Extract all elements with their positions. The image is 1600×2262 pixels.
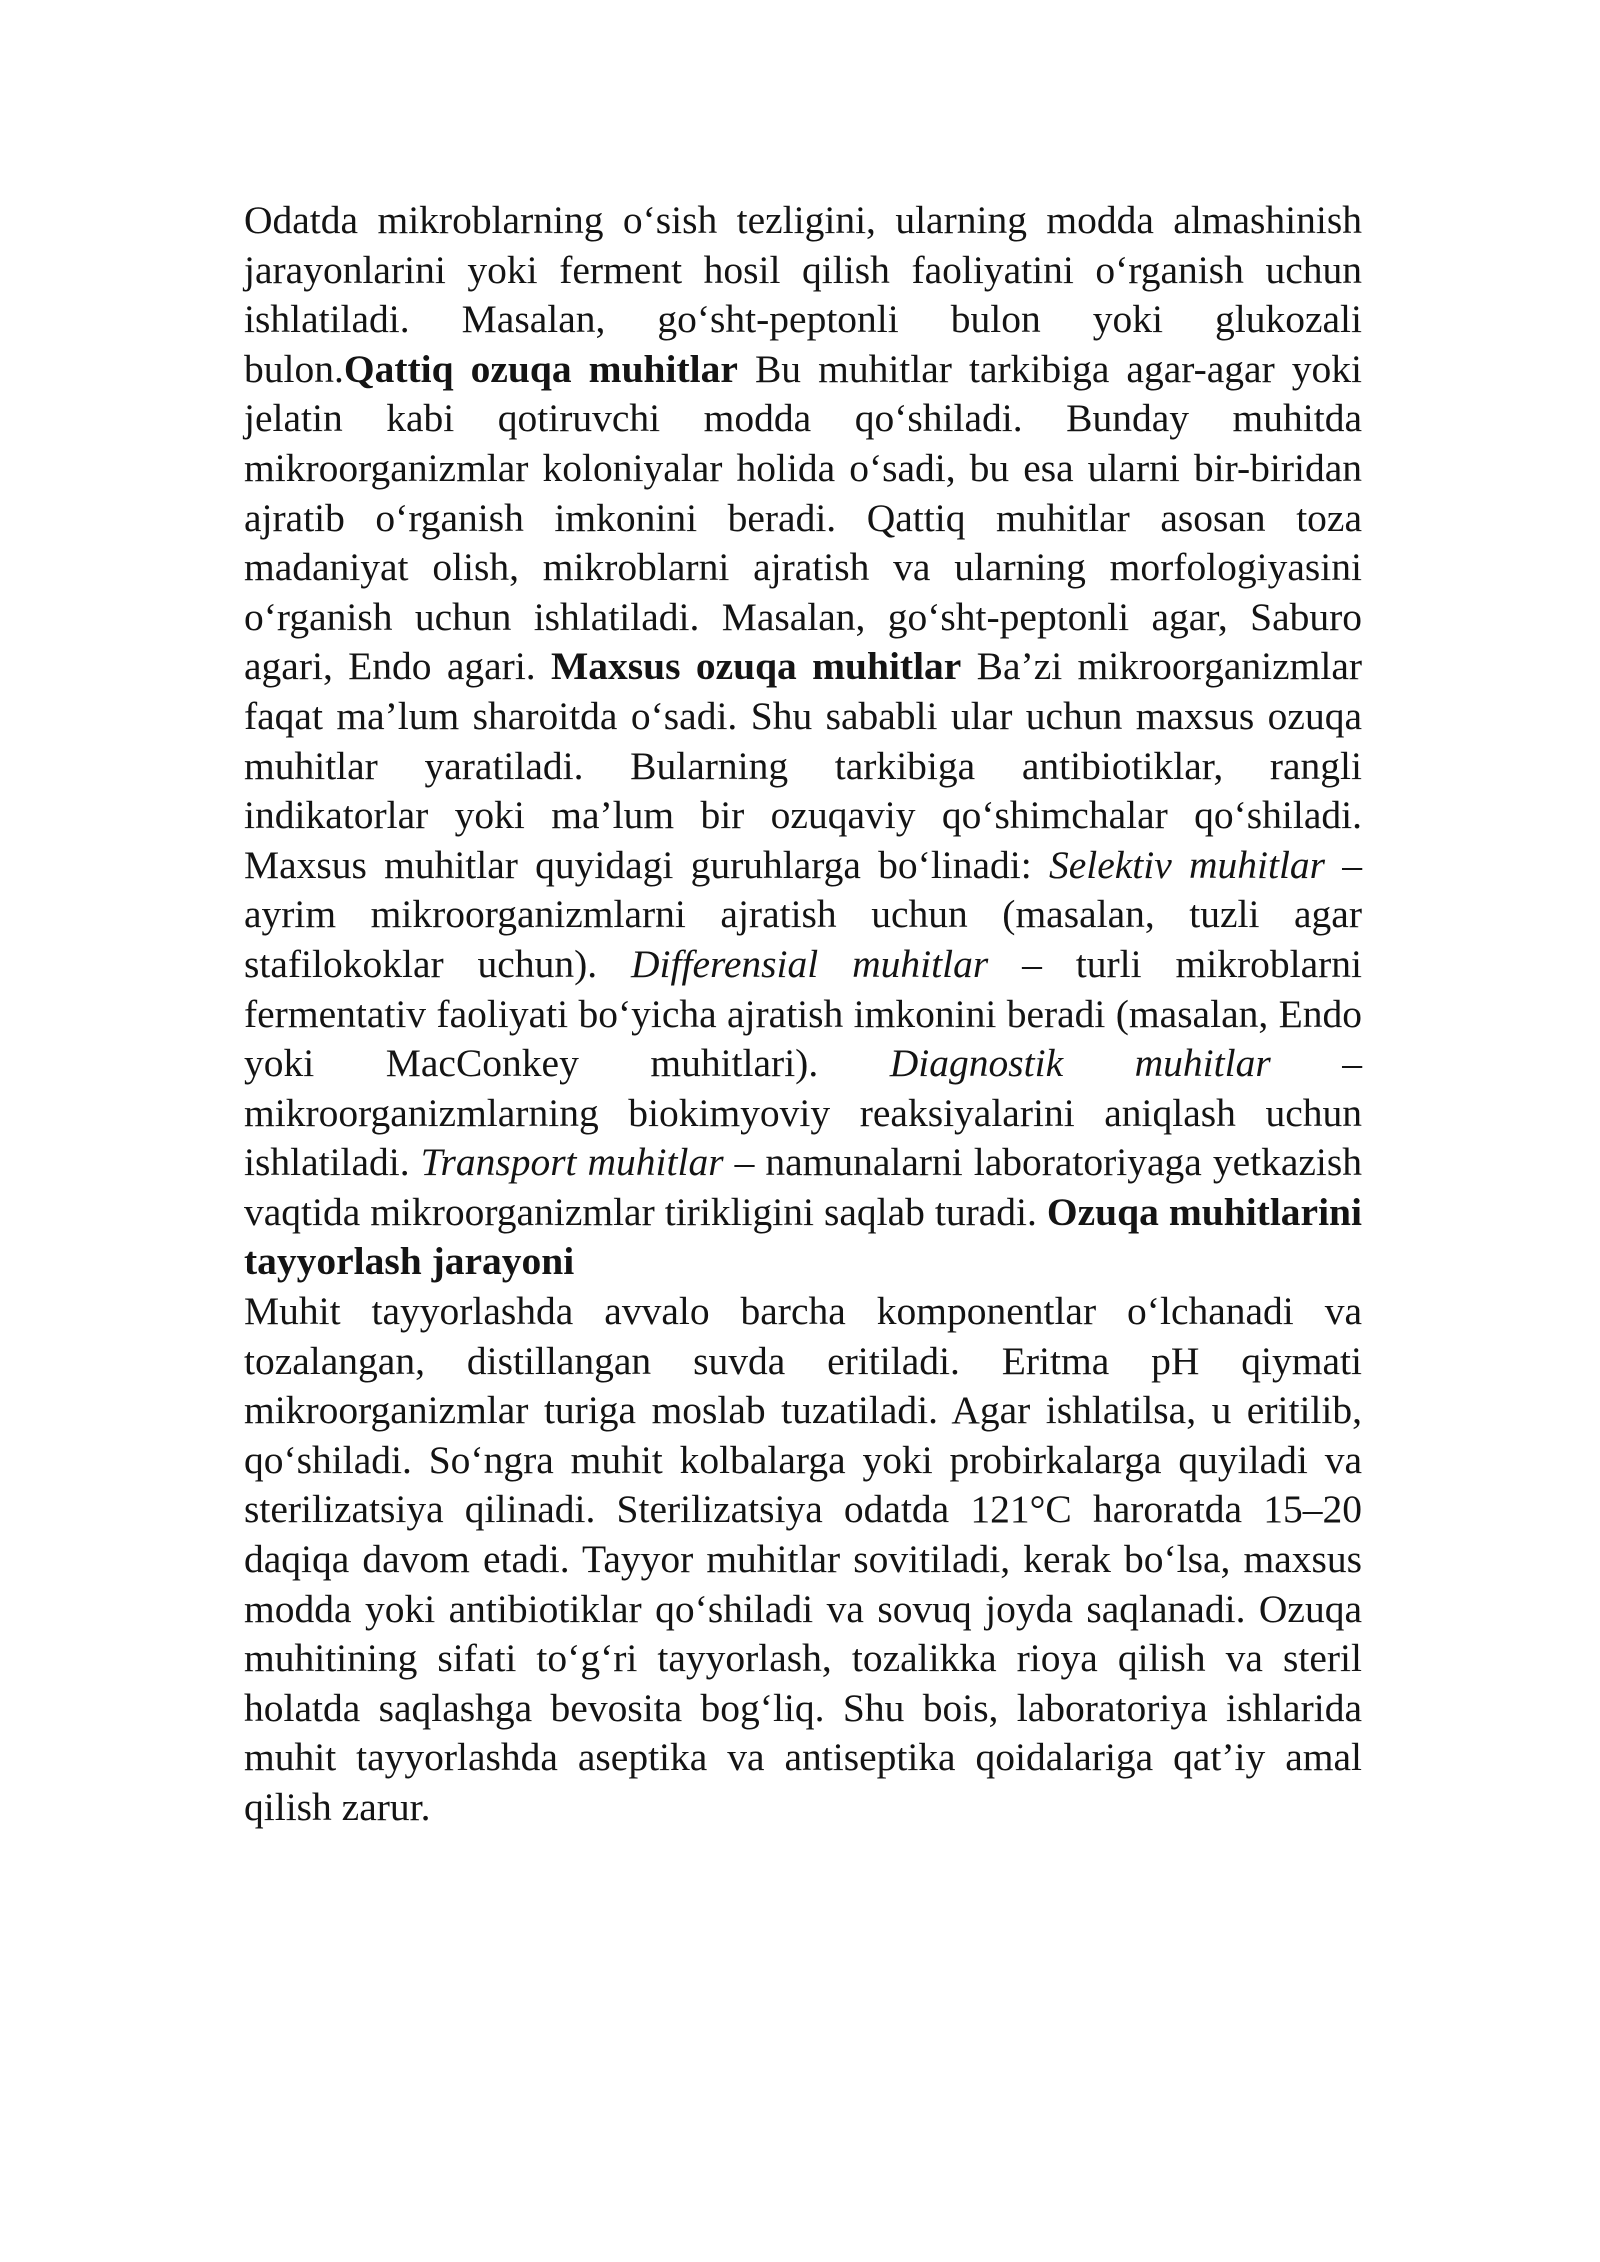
text-run: – namunalarni laboratoriyaga yetkazish vaqtida mikroorganizmlar tirikligini saqlab turadi. xyxy=(244,1140,1362,1234)
term-selektiv: Selektiv muhitlar xyxy=(1048,842,1326,887)
text-run: Bu muhitlar tarkibiga agar-agar yoki jelatin kabi qotiruvchi modda qo‘shiladi. Bunday muhitda mikroorganizmlar koloniyalar holida o‘sadi, bu esa ularni bir-biridan ajratib o‘rganish imkonini beradi. Qattiq muhitlar asosan toza madaniyat olish, mikroblarni ajratish va ularning morfologiyasini o‘rganish uchun ishlatiladi. Masalan, go‘sht-peptonli agar, Saburo agari, Endo agari. xyxy=(244,346,1363,689)
term-differensial: Differensial muhitlar xyxy=(631,941,989,986)
section-heading-maxsus: Maxsus ozuqa muhitlar xyxy=(551,644,962,689)
text-run: – ayrim mikroorganizmlarni ajratish uchun (masalan, tuzli agar stafilokoklar uchun). xyxy=(244,842,1363,986)
text-run: Ba’zi mikroorganizmlar faqat ma’lum sharoitda o‘sadi. Shu sababli ular uchun maxsus ozuqa muhitlar yaratiladi. Bularning tarkibiga antibiotiklar, rangli indikatorlar yoki ma’lum bir ozuqaviy qo‘shimchalar qo‘shiladi. Maxsus muhitlar quyidagi guruhlarga bo‘linadi: xyxy=(244,644,1362,887)
text-run: – mikroorganizmlarning biokimyoviy reaksiyalarini aniqlash uchun ishlatiladi. xyxy=(244,1041,1363,1185)
text-run: – turli mikroblarni fermentativ faoliyati bo‘yicha ajratish imkonini beradi (masalan, Endo yoki MacConkey muhitlari). xyxy=(244,941,1363,1086)
paragraph xyxy=(244,196,1362,1287)
term-transport: Transport muhitlar xyxy=(420,1140,724,1185)
term-diagnostik: Diagnostik muhitlar xyxy=(889,1041,1271,1086)
section-heading-qattiq: Qattiq ozuqa muhitlar xyxy=(343,346,738,391)
body-text xyxy=(244,196,1362,1833)
paragraph: Muhit tayyorlashda avvalo barcha komponentlar o‘lchanadi va tozalangan, distillangan suvda eritiladi. Eritma pH qiymati mikroorganizmlar turiga moslab tuzatiladi. Agar ishlatilsa, u eritilib, qo‘shiladi. So‘ngra muhit kolbalarga yoki probirkalarga quyiladi va sterilizatsiya qilinadi. Sterilizatsiya odatda 121°C haroratda 15–20 daqiqa davom etadi. Tayyor muhitlar sovitiladi, kerak bo‘lsa, maxsus modda yoki antibiotiklar qo‘shiladi va sovuq joyda saqlanadi. Ozuqa muhitining sifati to‘g‘ri tayyorlash, tozalikka rioya qilish va steril holatda saqlashga bevosita bog‘liq. Shu bois, laboratoriya ishlarida muhit tayyorlashda aseptika va antiseptika qoidalariga qat’iy amal qilish zarur. xyxy=(244,1289,1362,1829)
section-heading-tayyorlash: Ozuqa muhitlarini tayyorlash jarayoni xyxy=(244,1189,1362,1284)
text-run: Odatda mikroblarning o‘sish tezligini, ularning modda almashinish jarayonlarini yoki ferment hosil qilish faoliyatini o‘rganish uchun ishlatiladi. Masalan, go‘sht-peptonli bulon yoki glukozali bulon. xyxy=(244,198,1362,391)
